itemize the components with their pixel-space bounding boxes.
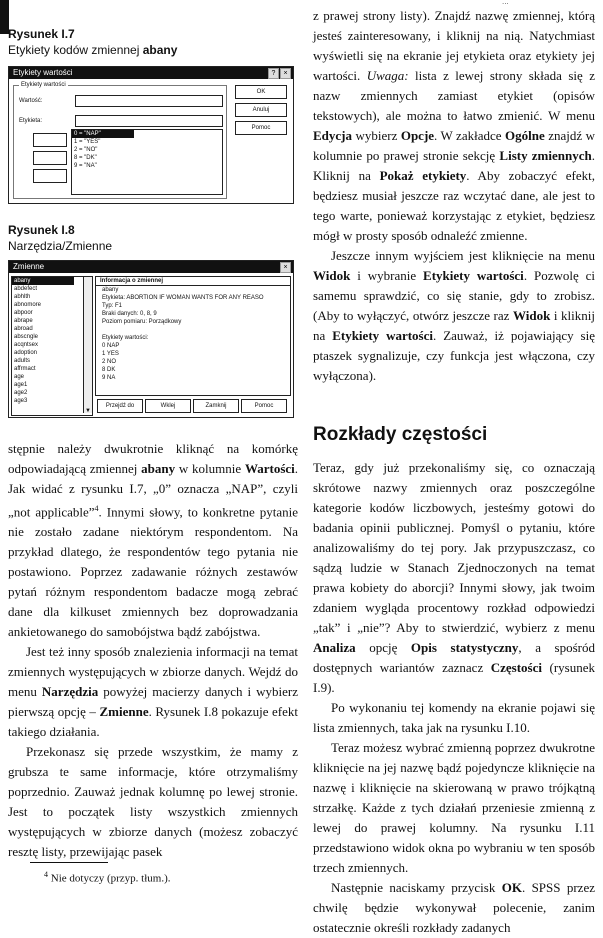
info-line: Braki danych: 0, 8, 9 [102,311,157,317]
bold-term: Zmienne [99,704,149,720]
info-line [102,326,290,334]
figure-label: Rysunek I.8 [8,223,75,237]
text-run: . Jak widać z rysunku I.7, „0” oznacza „NAP”, czyli „not applicable” [8,461,299,520]
variables-dialog [8,260,294,418]
info-line: 2 NO [102,359,117,365]
group-label: Etykiety wartości [21,82,66,88]
dialog-title: Etykiety wartości [13,68,73,77]
variable-list[interactable] [11,276,93,416]
text-run: Teraz, gdy już przekonaliśmy się, co oznaczają skrótowe nazwy zmiennych oraz poszczególne kategorie kodów liczbowych, jesteśmy gotowi do badania opinii publicznej. Pomyśl o pytaniu, które analizowaliśmy do tej pory. Jak przypuszczasz, co sądzą ludzie w Stanach Zjednoczonych na temat prawa kobiety do aborcji? Innymi słowy, jak twoim zdaniem wygląda procentowy rozkład odpowiedzi „tak” i „nie”? Aby to stwierdzić, wybierz z menu [313,460,595,635]
bold-term: Analiza [313,640,356,655]
variable-list-item[interactable]: age2 [14,390,28,396]
variable-list-item[interactable]: abhlth [14,294,31,300]
footnote [44,868,284,886]
footnote-text: Nie dotyczy (przyp. tłum.). [48,872,171,885]
cancel-button[interactable]: Anuluj [235,103,287,117]
bold-term: Etykiety wartości [332,328,434,343]
variable-info-panel [95,276,291,396]
text-run: . Innymi słowy, to konkretne pytanie nie zostało zadane niektórym respondentom. Na przykład dlatego, że respondentów tego pytania nie postawiono. Poprzez zadawanie różnych zestawów pytań różnym respondentom badacze mogą zebrać dane dla kilkuset zmiennych bez doprowadzania ankietowanego do samobójstwa bądź zabójstwa. [8,504,299,640]
change-button[interactable] [33,151,67,165]
label-label: Etykieta: [19,118,43,124]
text-run: Jest też inny sposób znalezienia informacji na temat zmiennych występujących w zbiorze danych. Wejdź do menu [8,644,298,700]
go-to-button[interactable]: Przejdź do [97,399,143,413]
italic-term: Uwaga: [366,68,409,83]
info-line: Typ: F1 [102,303,123,309]
text-run: . SPSS przez chwilę będzie wykonywał polecenie, zanim ostatecznie określi rozkłady zadanych [313,880,595,935]
paragraph [8,742,298,862]
text-run: . Kliknij na [313,148,595,183]
text-run: wybierz [352,128,401,143]
help-icon[interactable]: ? [268,68,279,79]
text-run: z prawej strony listy). Znajdź nazwę zmiennej, którą jesteś zainteresowany, i kliknij na nią. Natychmiast wyświetli się na ekranie jej etykieta oraz etykiety jej wartości. [313,8,595,83]
text-run: . Zauważ, iż pojawiający się ptaszek sygnalizuje, czy funkcja jest włączona, czy wyłączona). [313,328,595,383]
header-mark: ... [502,0,509,6]
paragraph [313,6,595,246]
bold-term: OK [501,880,522,895]
paragraph [313,738,595,878]
variable-list-item[interactable]: abdefect [14,286,38,292]
paragraph [8,439,298,642]
info-line: 0 NAP [102,343,120,349]
info-line: 1 YES [102,351,119,357]
info-line: 8 DK [102,367,116,373]
text-run: . Pozwolę ci samemu sprawdzić, co się stanie, gdy to zrobisz. (Aby to wyłączyć, otwórz jeszcze raz [313,268,596,323]
footnote-rule [30,862,108,863]
close-button[interactable]: Zamknij [193,399,239,413]
info-line: 9 NA [102,375,116,381]
section-heading: Rozkłady częstości [313,424,488,445]
variable-list-item[interactable]: abpoor [14,310,33,316]
variable-list-item[interactable]: affrmact [14,366,36,372]
bold-term: Listy zmiennych [499,148,592,163]
text-run: Następnie naciskamy przycisk [331,880,502,895]
left-text-column [8,439,298,862]
close-icon[interactable]: × [280,68,291,79]
variable-list-item[interactable]: abscngle [14,334,39,340]
figure-label: Rysunek I.7 [8,27,75,41]
text-run: lista z lewej strony składa się z nazw zmiennych zamiast etykiet (opisów tekstowych), ale można to łatwo zmienić. W menu [313,68,595,123]
value-labels-dialog [8,66,294,204]
close-icon[interactable]: × [280,262,291,273]
info-line: Poziom pomiaru: Porządkowy [102,319,182,325]
info-line: Etykiety wartości: [102,335,149,341]
figure-caption-1-7 [8,26,298,58]
variable-list-item[interactable]: adults [14,358,31,364]
bold-term: Edycja [313,128,352,143]
value-labels-list[interactable] [71,129,223,195]
list-item[interactable]: 0 = "NAP" [72,130,134,138]
text-run: powyżej macierzy danych i wybierz pierwszą opcję – [8,684,298,720]
paragraph [8,642,298,742]
variable-list-item[interactable]: age1 [14,382,28,388]
variable-list-item[interactable]: abany [12,277,74,285]
variable-list-item[interactable]: abrape [14,318,33,324]
text-run: Po wykonaniu tej komendy na ekranie pojawi się lista zmiennych, taka jak na rysunku I.10. [313,700,595,735]
text-run: znajdź w kolumnie po prawej stronie sekcję [313,128,595,163]
footnote-ref: 4 [94,504,99,513]
list-item[interactable]: 9 = "NA" [74,163,97,169]
bold-term: Pokaż etykiety [379,168,467,183]
figure-caption-1-8 [8,222,298,254]
footnote-number: 4 [44,870,48,879]
text-run: Jeszcze innym wyjściem jest kliknięcie na menu [331,248,595,263]
bold-term: Etykiety wartości [423,268,524,283]
text-run: Teraz możesz wybrać zmienną poprzez dwukrotne kliknięcie na jej nazwę bądź pojedyncze kliknięcie na nazwę i kliknięcie na skierowaną w prawo trójkątną strzałkę. Każde z tych działań przeniesie zmienną z lewej do prawej kolumny. Na rysunku I.11 przedstawiono widok okna po wybraniu w ten sposób trzech zmiennych. [313,740,595,875]
variable-list-item[interactable]: abroad [14,326,33,332]
text-run: w kolumnie [175,461,245,476]
variable-list-item[interactable]: adoption [14,350,38,356]
text-run: i wybranie [350,268,424,283]
paragraph [313,458,595,698]
dialog-titlebar [9,261,293,273]
figure-title: Narzędzia/Zmienne [8,239,113,253]
info-line: abany [102,287,119,293]
text-run: opcję [355,640,411,655]
paragraph [313,246,595,386]
label-input[interactable] [75,115,223,127]
bold-term: Częstości [490,660,542,675]
list-scrollbar[interactable] [83,277,92,413]
ok-button[interactable]: OK [235,85,287,99]
value-label: Wartość: [19,98,43,104]
paragraph [313,878,595,938]
text-run: , a spośród dostępnych wariantów zaznacz [313,640,596,675]
variable-list-item[interactable]: abnomore [14,302,42,308]
info-line: Etykieta: ABORTION IF WOMAN WANTS FOR ANY REASO [102,295,264,301]
add-button[interactable] [33,133,67,147]
variable-list-item[interactable]: age [14,374,25,380]
remove-button[interactable] [33,169,67,183]
bold-term: Ogólne [505,128,545,143]
paste-button[interactable]: Wklej [145,399,191,413]
dialog-titlebar [9,67,293,79]
value-input[interactable] [75,95,223,107]
paragraph [313,698,595,738]
right-text-column-top [313,6,595,386]
text-run: . W zakładce [434,128,505,143]
bold-term: Opis statystyczny [410,640,519,655]
bold-term: Narzędzia [41,684,99,700]
bold-term: Widok [512,308,551,323]
bold-term: abany [141,461,176,476]
text-run: i kliknij na [313,308,595,343]
variable-list-item[interactable]: age3 [14,398,28,404]
bold-term: Opcje [400,128,435,143]
text-run: stępnie należy dwukrotnie kliknąć na komórkę odpowiadającą zmiennej [8,441,298,476]
help-button[interactable]: Pomoc [235,121,287,135]
right-text-column-bottom [313,458,595,938]
variable-list-item[interactable]: acqntsex [14,342,39,348]
list-item[interactable]: 8 = "DK" [74,155,97,161]
list-item[interactable]: 2 = "NO" [74,147,98,153]
text-run: (rysunek I.9). [313,660,595,695]
dialog-title: Zmienne [13,262,45,271]
bold-term: Widok [313,268,351,283]
info-header: Informacja o zmiennej [96,277,290,286]
text-run: Przekonasz się przede wszystkim, że mamy z grubsza te same informacje, które otrzymaliśmy poprzednio. Zauważ jednak kolumnę po lewej stronie. Jest to początek listy wszystkich zmiennych występujących w zbiorze danych (możesz zobaczyć resztę listy, przewijając pasek [8,744,298,860]
chevron-down-icon[interactable]: ▼ [85,408,91,414]
text-run: . Rysunek I.8 pokazuje efekt takiego działania. [8,704,298,740]
list-item[interactable]: 1 = "YES" [74,139,101,145]
figure-title: Etykiety kodów zmiennej abany [8,43,178,57]
text-run: . Aby zobaczyć efekt, będziesz musiał jeszcze raz wczytać dane, ale jest to tego warte, ponieważ korzystając z etykiet, będziesz mógł w prosty sposób odnaleźć zmienne. [313,168,595,243]
help-button[interactable]: Pomoc [241,399,287,413]
bold-term: Wartości [244,461,295,476]
